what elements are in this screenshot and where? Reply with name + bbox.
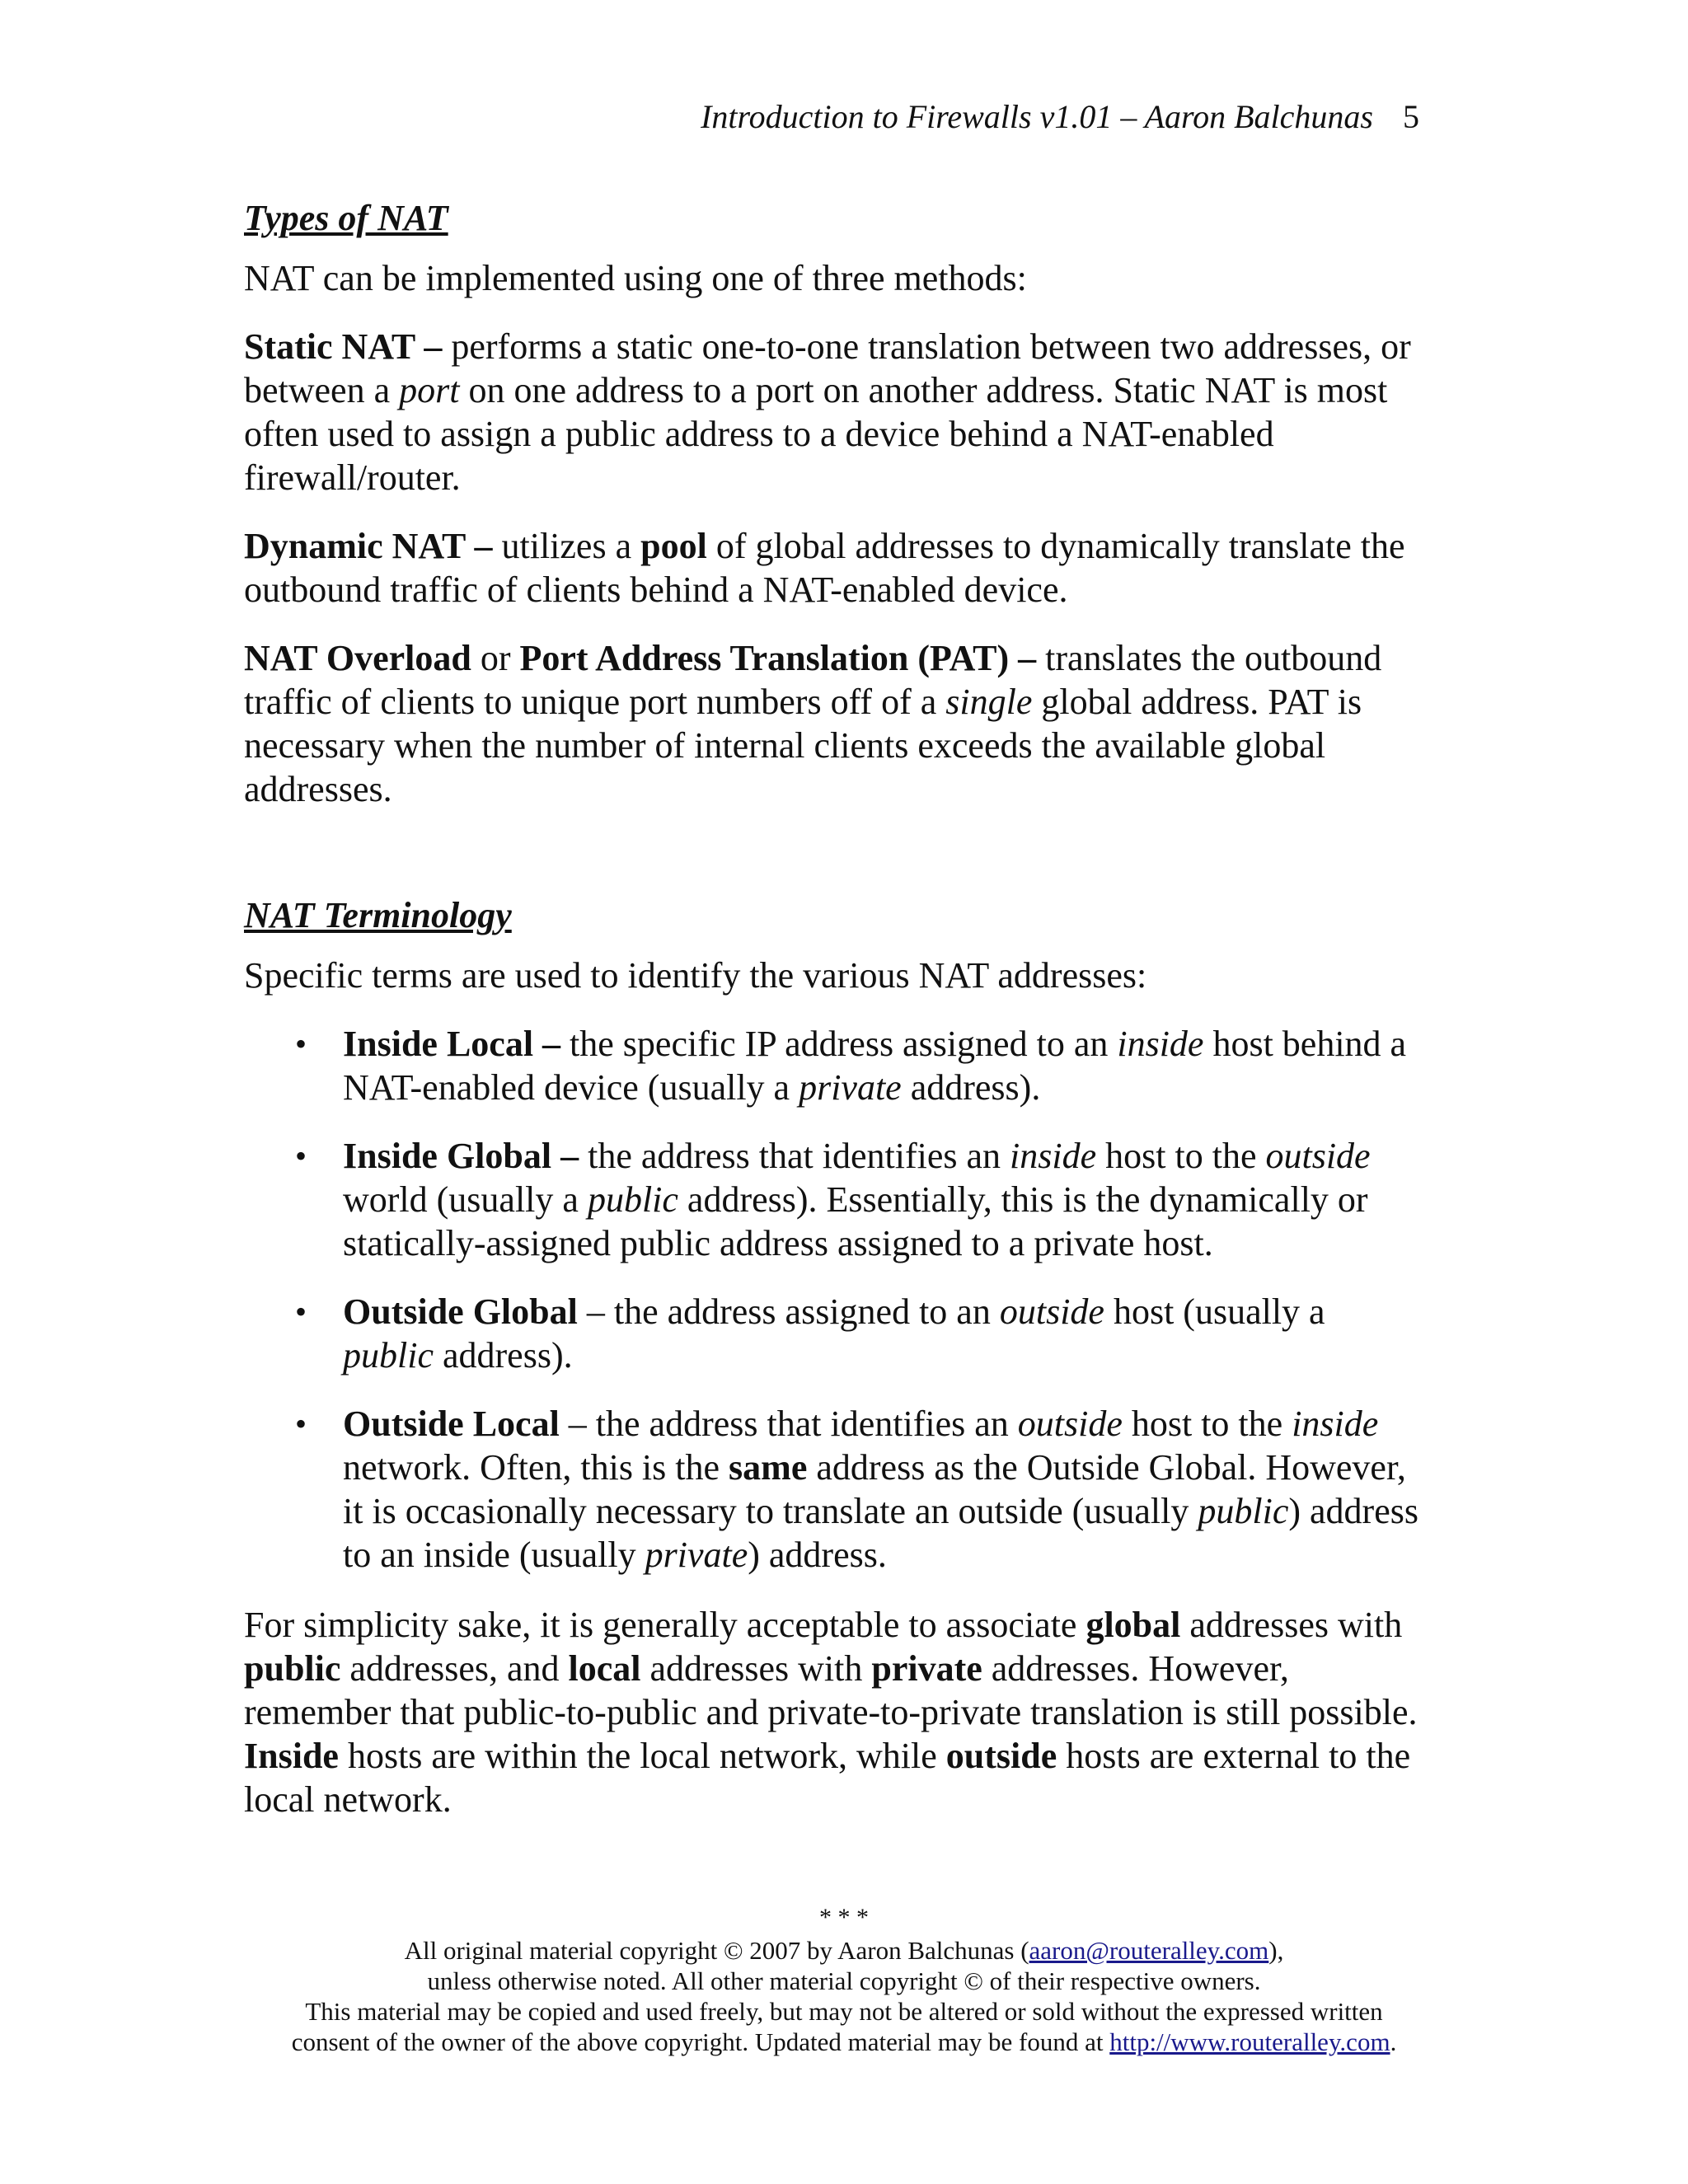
bullet-icon: • — [295, 1293, 307, 1330]
heading-nat-terminology: NAT Terminology — [244, 895, 512, 935]
author-email-link[interactable]: aaron@routeralley.com — [1029, 1936, 1269, 1965]
static-nat-paragraph: Static NAT – performs a static one-to-one translation between two addresses, or between a port on one address to a port on another address. Static NAT is most often used to assign a public address to a device behind a NAT-enabled firewall/router. — [244, 326, 1411, 498]
bullet-icon: • — [295, 1137, 307, 1174]
dynamic-nat-term: Dynamic NAT – — [244, 526, 493, 566]
bullet-icon: • — [295, 1025, 307, 1062]
footer-separator: * * * — [819, 1904, 869, 1931]
header-title: Introduction to Firewalls v1.01 – Aaron Balchunas — [701, 98, 1373, 135]
list-item-outside-local: • Outside Local – the address that identifies an outside host to the inside network. Often, this is the same address as the Outside Global. However, it is occasionally necessary to translate an outside (usually public) address to an inside (usually private) address. — [295, 1404, 1418, 1575]
types-intro: NAT can be implemented using one of three methods: — [244, 258, 1027, 298]
static-nat-term: Static NAT – — [244, 326, 443, 367]
bullet-icon: • — [295, 1405, 307, 1442]
closing-paragraph: For simplicity sake, it is generally acceptable to associate global addresses with public addresses, and local addresses with private addresses. However, remember that public-to-public and private-to-private translation is still possible. Inside hosts are within the local network, while outside hosts are external to the local network. — [244, 1605, 1418, 1820]
heading-types-of-nat: Types of NAT — [244, 198, 448, 238]
pat-term: Port Address Translation (PAT) – — [519, 638, 1037, 678]
dynamic-nat-paragraph: Dynamic NAT – utilizes a pool of global addresses to dynamically translate the outbound traffic of clients behind a NAT-enabled device. — [244, 526, 1405, 610]
page-number: 5 — [1403, 98, 1419, 135]
nat-overload-term: NAT Overload — [244, 638, 471, 678]
page-content — [244, 196, 1423, 1846]
list-item-inside-local: • Inside Local – the specific IP address assigned to an inside host behind a NAT-enabled device (usually a private address). — [295, 1024, 1407, 1108]
running-header — [0, 97, 1419, 137]
pat-paragraph: NAT Overload or Port Address Translation (PAT) – translates the outbound traffic of clients to unique port numbers off of a single global address. PAT is necessary when the number of internal clients exceeds the available global addresses. — [244, 638, 1382, 809]
list-item-inside-global: • Inside Global – the address that identifies an inside host to the outside world (usually a public address). Essentially, this is the dynamically or statically-assigned public address assigned to a private host. — [295, 1136, 1371, 1263]
footer-line-4: consent of the owner of the above copyright. Updated material may be found at http://www.routeralley.com. — [291, 2027, 1397, 2056]
footer-line-3: This material may be copied and used freely, but may not be altered or sold without the expressed written — [305, 1997, 1383, 2026]
copyright-footer — [0, 1905, 1688, 2057]
list-item-outside-global: • Outside Global – the address assigned to an outside host (usually a public address). — [295, 1291, 1325, 1376]
terminology-list — [244, 1022, 1423, 1577]
website-link[interactable]: http://www.routeralley.com — [1109, 2027, 1390, 2056]
footer-line-1: All original material copyright © 2007 by Aaron Balchunas (aaron@routeralley.com), — [404, 1936, 1284, 1965]
terminology-intro: Specific terms are used to identify the various NAT addresses: — [244, 955, 1147, 996]
footer-line-2: unless otherwise noted. All other material copyright © of their respective owners. — [427, 1966, 1261, 1995]
